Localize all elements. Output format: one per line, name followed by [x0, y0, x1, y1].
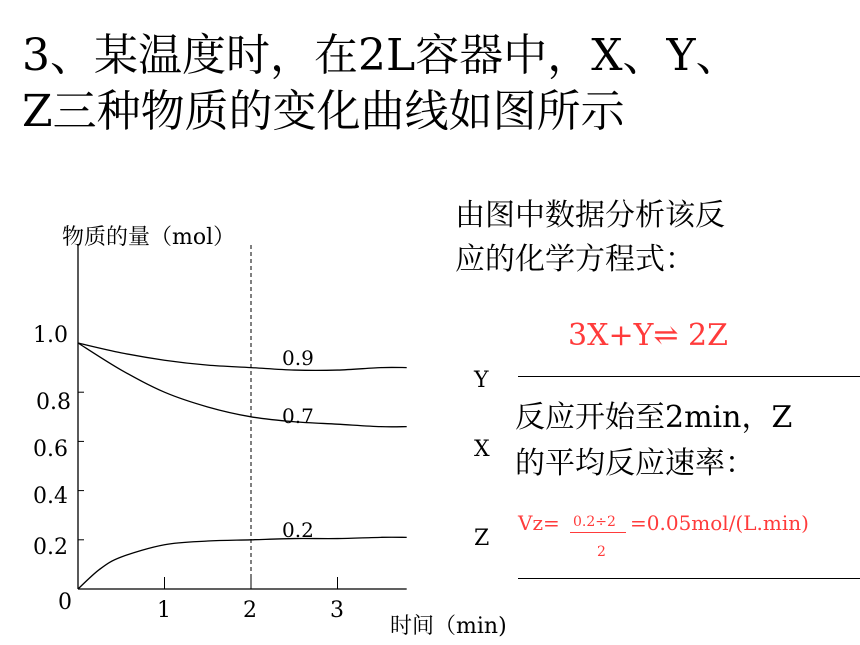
y-tick-label-0.2: 0.2 [33, 535, 68, 560]
rate-answer-left: Vz= [518, 511, 560, 535]
series-line-z [78, 537, 407, 589]
title-line-2: Z三种物质的变化曲线如图所示 [22, 86, 625, 137]
series-line-x [78, 343, 407, 427]
answer-line-1 [518, 376, 860, 377]
y-axis-label: 物质的量（mol） [62, 225, 236, 250]
series-label-x: X [474, 437, 490, 462]
answer-line-2 [518, 578, 860, 579]
equation-answer: 3X+Y⇌ 2Z [568, 318, 728, 353]
question-line-1: 由图中数据分析该反 [455, 198, 725, 233]
title-line-1: 3、某温度时，在2L容器中，X、Y、 [22, 30, 740, 81]
series-label-y: Y [474, 368, 489, 393]
question-line-3: 反应开始至2min，Z [515, 400, 793, 435]
series-line-y [78, 343, 407, 370]
series-label-z: Z [474, 526, 490, 551]
data-label-z: 0.2 [282, 518, 314, 542]
x-tick-label-2: 2 [243, 598, 257, 623]
chart-curves [78, 343, 407, 589]
rate-answer-right: =0.05mol/(L.min) [630, 511, 809, 535]
rate-fraction-denominator: 2 [597, 544, 606, 560]
y-tick-label-1.0: 1.0 [33, 323, 68, 348]
x-axis-label: 时间（min) [390, 614, 507, 639]
y-tick-label-0.6: 0.6 [33, 437, 68, 462]
x-tick-label-1: 1 [157, 598, 171, 623]
data-label-x: 0.7 [282, 404, 314, 428]
rate-fraction-bar [570, 532, 626, 533]
y-tick-label-0: 0 [58, 590, 72, 615]
y-tick-label-0.8: 0.8 [36, 390, 71, 415]
data-label-y: 0.9 [282, 346, 314, 370]
x-tick-label-3: 3 [330, 598, 344, 623]
question-line-4: 的平均反应速率： [515, 446, 755, 481]
question-line-2: 应的化学方程式： [455, 242, 695, 277]
y-tick-label-0.4: 0.4 [33, 484, 68, 509]
rate-fraction-numerator: 0.2÷2 [573, 514, 616, 530]
